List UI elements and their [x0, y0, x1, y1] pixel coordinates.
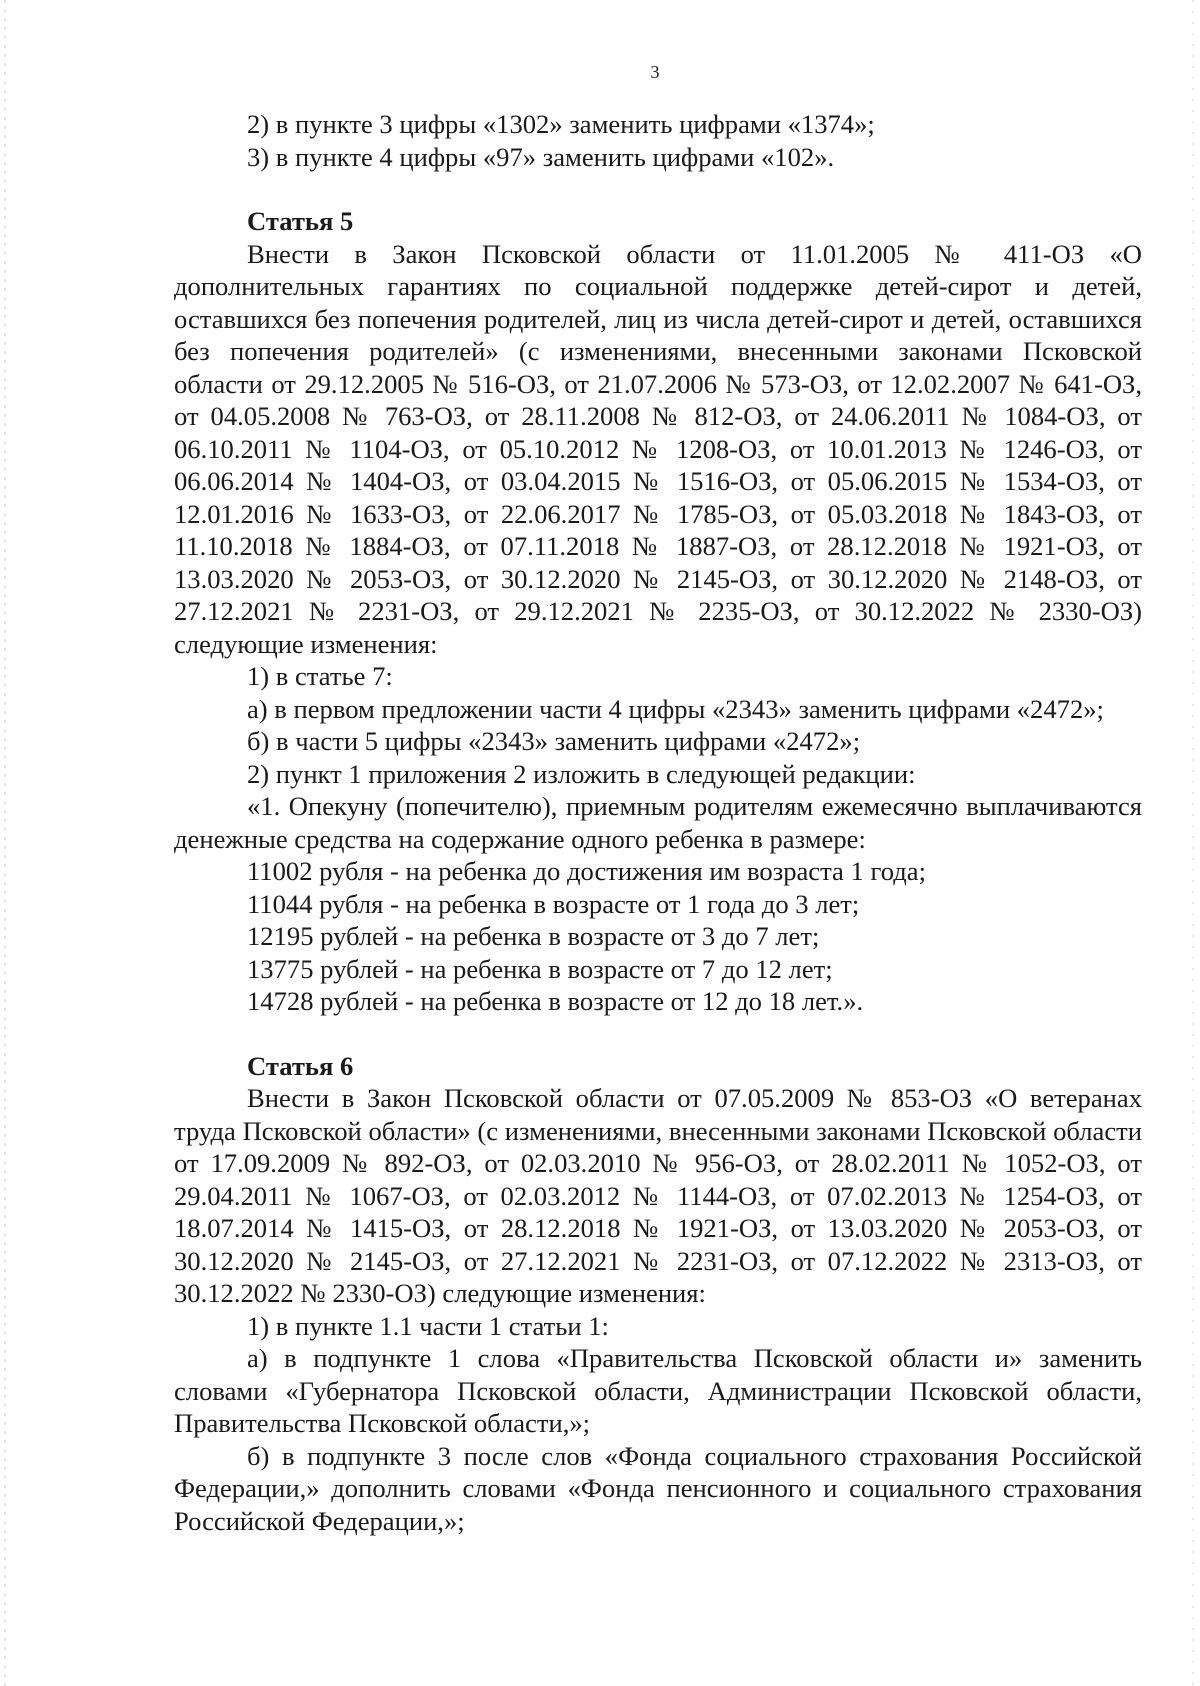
article-6-subpoint-b: б) в подпункте 3 после слов «Фонда социального страхования Российской Федерации,» дополнить словами «Фонда пенсионного и социального страхования Российской Федерации,»;: [174, 1440, 1142, 1536]
article-5-heading: Статья 5: [247, 206, 354, 236]
scan-edge-right: [1192, 0, 1194, 1686]
page-number: 3: [650, 62, 660, 82]
article-5-quote: «1. Опекуну (попечителю), приемным родителям ежемесячно выплачиваются денежные средства на содержание одного ребенка в размере:: [174, 791, 1142, 854]
article-5-point-1: 1) в статье 7:: [247, 661, 393, 691]
scan-edge-left: [4, 0, 6, 1686]
article-5-subpoint-b: б) в части 5 цифры «2343» заменить цифрами «2472»;: [247, 726, 861, 756]
article-5-intro: Внести в Закон Псковской области от 11.01.2005 № 411-ОЗ «О дополнительных гарантиях по социальной поддержке детей-сирот и детей, оставшихся без попечения родителей, лиц из числа детей-сирот и детей, оставшихся без попечения родителей» (с изменениями, внесенными законами Псковской области от 29.12.2005 № 516-ОЗ, от 21.07.2006 № 573-ОЗ, от 12.02.2007 № 641-ОЗ, от 04.05.2008 № 763-ОЗ, от 28.11.2008 № 812-ОЗ, от 24.06.2011 № 1084-ОЗ, от 06.10.2011 № 1104-ОЗ, от 05.10.2012 № 1208-ОЗ, от 10.01.2013 № 1246-ОЗ, от 06.06.2014 № 1404-ОЗ, от 03.04.2015 № 1516-ОЗ, от 05.06.2015 № 1534-ОЗ, от 12.01.2016 № 1633-ОЗ, от 22.06.2017 № 1785-ОЗ, от 05.03.2018 № 1843-ОЗ, от 11.10.2018 № 1884-ОЗ, от 07.11.2018 № 1887-ОЗ, от 28.12.2018 № 1921-ОЗ, от 13.03.2020 № 2053-ОЗ, от 30.12.2020 № 2145-ОЗ, от 30.12.2020 № 2148-ОЗ, от 27.12.2021 № 2231-ОЗ, от 29.12.2021 № 2235-ОЗ, от 30.12.2022 № 2330-ОЗ) следующие изменения:: [174, 238, 1142, 659]
article-6-point-1: 1) в пункте 1.1 части 1 статьи 1:: [247, 1310, 609, 1341]
top-item-2: 2) в пункте 3 цифры «1302» заменить цифрами «1374»;: [247, 109, 875, 139]
amount-line: 14728 рублей - на ребенка в возрасте от 12 до 18 лет.».: [247, 986, 864, 1016]
top-item-3: 3) в пункте 4 цифры «97» заменить цифрами «102».: [247, 141, 835, 172]
article-5-subpoint-a: а) в первом предложении части 4 цифры «2343» заменить цифрами «2472»;: [247, 693, 1104, 724]
amount-line: 13775 рублей - на ребенка в возрасте от 7 до 12 лет;: [247, 953, 833, 984]
article-6-intro: Внести в Закон Псковской области от 07.05.2009 № 853-ОЗ «О ветеранах труда Псковской области» (с изменениями, внесенными законами Псковской области от 17.09.2009 № 892-ОЗ, от 02.03.2010 № 956-ОЗ, от 28.02.2011 № 1052-ОЗ, от 29.04.2011 № 1067-ОЗ, от 02.03.2012 № 1144-ОЗ, от 07.02.2013 № 1254-ОЗ, от 18.07.2014 № 1415-ОЗ, от 28.12.2018 № 1921-ОЗ, от 13.03.2020 № 2053-ОЗ, от 30.12.2020 № 2145-ОЗ, от 27.12.2021 № 2231-ОЗ, от 07.12.2022 № 2313-ОЗ, от 30.12.2022 № 2330-ОЗ) следующие изменения:: [174, 1083, 1142, 1308]
article-6-subpoint-a: а) в подпункте 1 слова «Правительства Псковской области и» заменить словами «Губернатора Псковской области, Администрации Псковской области, Правительства Псковской области,»;: [174, 1343, 1142, 1438]
amount-line: 11044 рубля - на ребенка в возрасте от 1 года до 3 лет;: [247, 888, 860, 919]
article-6-heading: Статья 6: [247, 1050, 354, 1081]
document-body: [174, 108, 1142, 1537]
amount-line: 11002 рубля - на ребенка до достижения им возраста 1 года;: [247, 856, 926, 886]
amount-line: 12195 рублей - на ребенка в возрасте от 3 до 7 лет;: [247, 921, 820, 951]
article-5-point-2: 2) пункт 1 приложения 2 изложить в следующей редакции:: [247, 758, 916, 789]
